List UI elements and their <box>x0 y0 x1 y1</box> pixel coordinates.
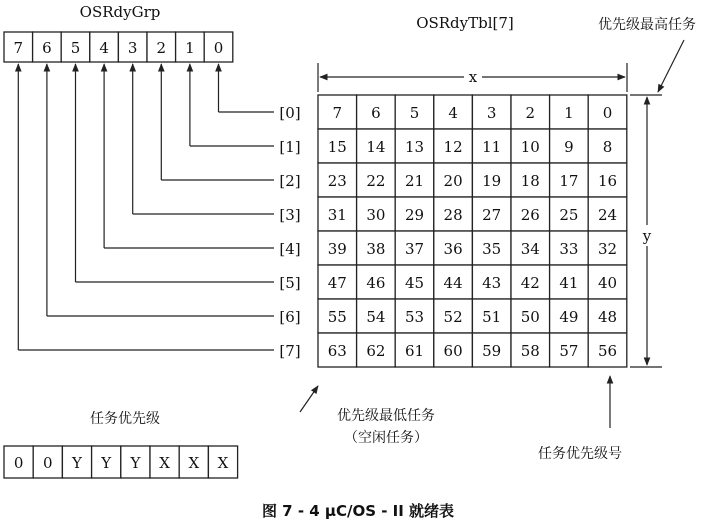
priority-number: 46 <box>366 274 386 292</box>
priority-number: 18 <box>520 172 540 190</box>
priority-number: 54 <box>366 308 386 326</box>
priority-number: 24 <box>597 206 618 224</box>
priority-number: 2 <box>525 104 536 122</box>
task-priority-title: 任务优先级 <box>90 411 160 427</box>
priority-number: 42 <box>520 274 540 292</box>
priority-number: 4 <box>448 104 458 122</box>
priority-number: 6 <box>371 104 381 122</box>
priority-number: 26 <box>520 206 540 224</box>
y-axis-label: y <box>642 227 652 245</box>
idle-task-label: （空闲任务） <box>344 430 428 446</box>
priority-number: 40 <box>597 274 618 292</box>
priority-number: 60 <box>443 342 463 360</box>
priority-number: 13 <box>404 138 425 156</box>
priority-number: 27 <box>482 206 502 224</box>
priority-number: 43 <box>482 274 502 292</box>
priority-number: 15 <box>327 138 347 156</box>
priority-number: 21 <box>404 172 425 190</box>
priority-number: 38 <box>366 240 386 258</box>
task-priority-bit: Y <box>101 454 112 472</box>
priority-number: 0 <box>602 104 613 122</box>
row-index-label: [7] <box>279 342 301 360</box>
priority-number: 56 <box>597 342 618 360</box>
priority-number: 39 <box>327 240 347 258</box>
priority-number: 32 <box>597 240 618 258</box>
priority-number: 16 <box>597 172 618 190</box>
priority-number: 51 <box>482 308 502 326</box>
row-index-label: [0] <box>279 104 301 122</box>
priority-number: 41 <box>559 274 579 292</box>
priority-number: 19 <box>482 172 502 190</box>
priority-number: 3 <box>486 104 497 122</box>
osrdygrp-register <box>4 32 233 62</box>
x-dimension <box>318 63 627 92</box>
priority-number: 50 <box>520 308 540 326</box>
priority-number: 22 <box>366 172 386 190</box>
priority-number: 37 <box>404 240 425 258</box>
priority-number: 25 <box>559 206 579 224</box>
row-index-labels <box>279 104 300 360</box>
priority-number: 9 <box>564 138 574 156</box>
priority-number: 12 <box>443 138 463 156</box>
priority-number: 34 <box>520 240 540 258</box>
osrdygrp-bit: 0 <box>213 39 224 57</box>
lowest-priority-arrow <box>300 386 318 412</box>
priority-number: 49 <box>559 308 579 326</box>
priority-number: 14 <box>366 138 386 156</box>
row-index-label: [3] <box>279 206 301 224</box>
task-priority-bit: Y <box>72 454 82 472</box>
priority-number: 36 <box>443 240 463 258</box>
osrdygrp-bit: 2 <box>156 39 167 57</box>
task-priority-bit: X <box>159 454 170 472</box>
priority-number: 1 <box>564 104 574 122</box>
priority-number: 31 <box>327 206 347 224</box>
priority-number: 8 <box>602 138 613 156</box>
osrdygrp-bit: 5 <box>70 39 81 57</box>
priority-number: 20 <box>443 172 463 190</box>
lowest-priority-label: 优先级最低任务 <box>337 408 435 424</box>
osrdygrp-bit: 6 <box>42 39 52 57</box>
osrdytbl-grid <box>318 95 627 367</box>
task-priority-bit: Y <box>130 454 141 472</box>
osrdygrp-title: OSRdyGrp <box>79 3 161 21</box>
task-priority-bit: 0 <box>43 454 53 472</box>
priority-number: 62 <box>366 342 386 360</box>
priority-number: 52 <box>443 308 463 326</box>
osrdygrp-bit: 3 <box>127 39 138 57</box>
row-index-label: [1] <box>279 138 301 156</box>
priority-number: 45 <box>404 274 425 292</box>
priority-number: 55 <box>327 308 347 326</box>
osrdytbl-title: OSRdyTbl[7] <box>416 14 514 32</box>
row-index-label: [5] <box>279 274 301 292</box>
row-index-label: [2] <box>279 172 301 190</box>
priority-number: 48 <box>597 308 618 326</box>
priority-number: 61 <box>404 342 425 360</box>
priority-number: 5 <box>409 104 420 122</box>
priority-number: 7 <box>332 104 343 122</box>
priority-number: 35 <box>482 240 502 258</box>
highest-priority-arrow <box>658 40 684 92</box>
osrdygrp-bit: 4 <box>99 39 109 57</box>
priority-number: 57 <box>559 342 579 360</box>
highest-priority-label: 优先级最高任务 <box>598 17 696 33</box>
priority-number: 10 <box>520 138 540 156</box>
task-priority-register <box>4 446 238 478</box>
priority-number: 47 <box>327 274 347 292</box>
priority-number: 58 <box>520 342 540 360</box>
priority-number: 23 <box>327 172 347 190</box>
x-axis-label: x <box>468 68 478 86</box>
row-index-label: [6] <box>279 308 301 326</box>
priority-number: 30 <box>366 206 386 224</box>
priority-number: 53 <box>404 308 425 326</box>
osrdygrp-bit: 1 <box>185 39 195 57</box>
osrdygrp-row-links <box>18 64 274 350</box>
row-index-label: [4] <box>279 240 301 258</box>
priority-number: 63 <box>327 342 347 360</box>
priority-number: 28 <box>443 206 463 224</box>
task-priority-bit: X <box>217 454 229 472</box>
priority-number: 44 <box>443 274 463 292</box>
priority-number: 17 <box>559 172 579 190</box>
figure-caption: 图 7 - 4 μC/OS - II 就绪表 <box>261 502 455 520</box>
task-priority-bit: X <box>188 454 200 472</box>
priority-number: 29 <box>404 206 425 224</box>
y-dimension <box>630 95 662 367</box>
priority-number: 59 <box>482 342 502 360</box>
priority-number: 33 <box>559 240 579 258</box>
task-priority-bit: 0 <box>13 454 24 472</box>
priority-number: 11 <box>482 138 502 156</box>
osrdygrp-bit: 7 <box>13 39 24 57</box>
task-priority-number-label: 任务优先级号 <box>538 446 622 462</box>
